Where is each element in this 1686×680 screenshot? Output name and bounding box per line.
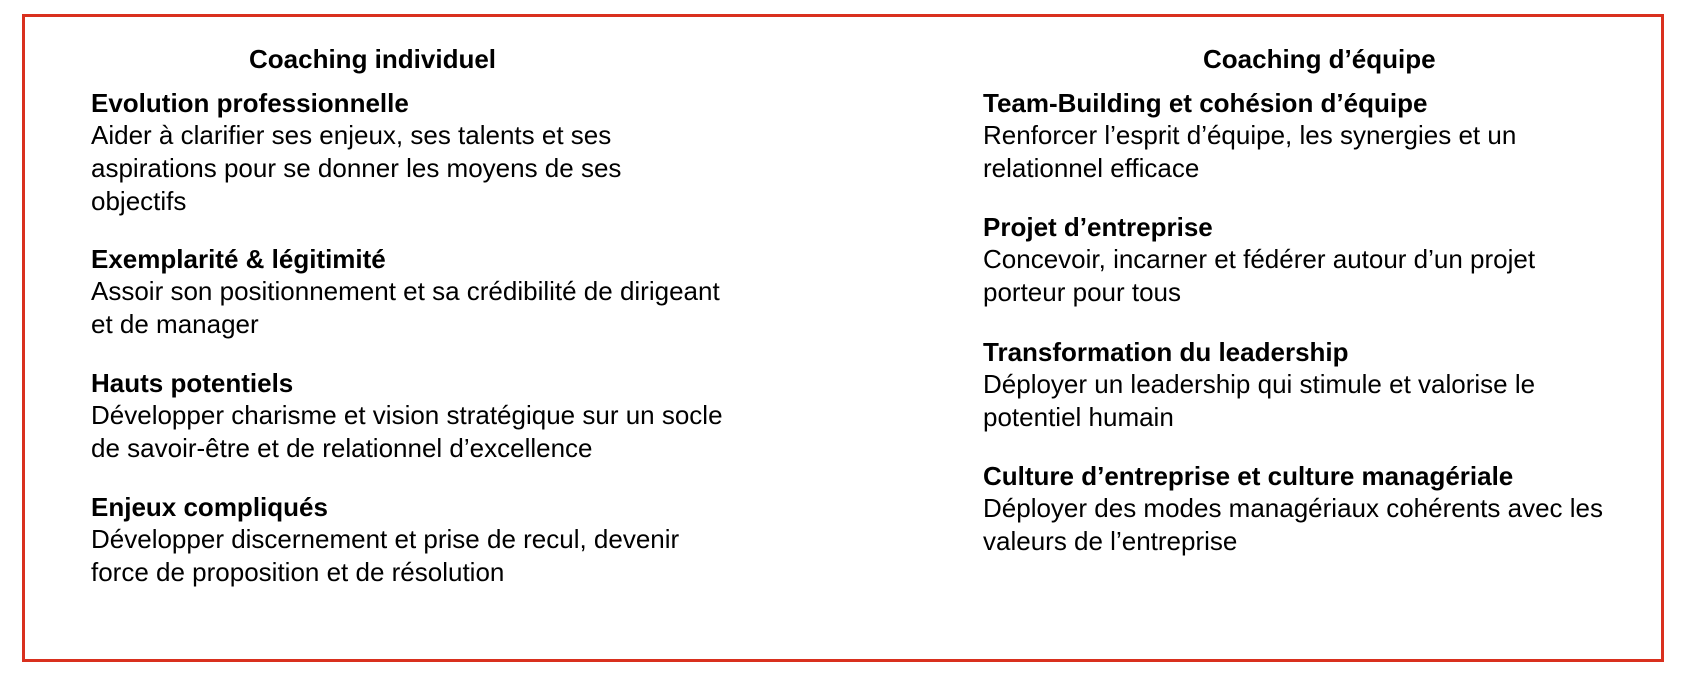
- section-exemplarite-legitimite: [91, 243, 811, 341]
- section-enjeux-compliques: [91, 491, 811, 589]
- section-text-line: et de manager: [91, 309, 259, 339]
- section-text-line: porteur pour tous: [983, 277, 1182, 307]
- section-text-line: Concevoir, incarner et fédérer autour d’un projet: [983, 244, 1536, 274]
- section-text-line: potentiel humain: [983, 402, 1174, 432]
- section-text-line: force de proposition et de résolution: [91, 557, 505, 587]
- section-title: Hauts potentiels: [91, 368, 294, 398]
- individual-coaching-heading: Coaching individuel: [249, 44, 497, 74]
- section-evolution-professionnelle: [91, 87, 811, 218]
- section-title: Evolution professionnelle: [91, 88, 409, 118]
- section-transformation-leadership: [983, 336, 1663, 434]
- section-text-line: Développer discernement et prise de recul, devenir: [91, 524, 680, 554]
- section-title: Transformation du leadership: [983, 337, 1349, 367]
- section-title: Exemplarité & légitimité: [91, 244, 386, 274]
- section-text-line: Développer charisme et vision stratégique sur un socle: [91, 400, 723, 430]
- section-projet-entreprise: [983, 211, 1663, 309]
- section-culture-entreprise: [983, 460, 1663, 558]
- section-text-line: objectifs: [91, 186, 187, 216]
- section-text-line: de savoir-être et de relationnel d’excellence: [91, 433, 593, 463]
- section-title: Culture d’entreprise et culture managériale: [983, 461, 1514, 491]
- section-text-line: valeurs de l’entreprise: [983, 526, 1238, 556]
- section-title: Projet d’entreprise: [983, 212, 1213, 242]
- section-text-line: Renforcer l’esprit d’équipe, les synergies et un: [983, 120, 1517, 150]
- team-coaching-heading: Coaching d’équipe: [1203, 44, 1436, 74]
- content-frame: [22, 14, 1664, 662]
- section-text-line: Déployer un leadership qui stimule et valorise le: [983, 369, 1536, 399]
- section-team-building: [983, 87, 1663, 185]
- section-title: Enjeux compliqués: [91, 492, 328, 522]
- section-text-line: relationnel efficace: [983, 153, 1200, 183]
- section-title: Team-Building et cohésion d’équipe: [983, 88, 1428, 118]
- section-text-line: aspirations pour se donner les moyens de ses: [91, 153, 622, 183]
- section-text-line: Déployer des modes managériaux cohérents avec les: [983, 493, 1604, 523]
- section-hauts-potentiels: [91, 367, 811, 465]
- section-text-line: Aider à clarifier ses enjeux, ses talents et ses: [91, 120, 612, 150]
- section-text-line: Assoir son positionnement et sa crédibilité de dirigeant: [91, 276, 720, 306]
